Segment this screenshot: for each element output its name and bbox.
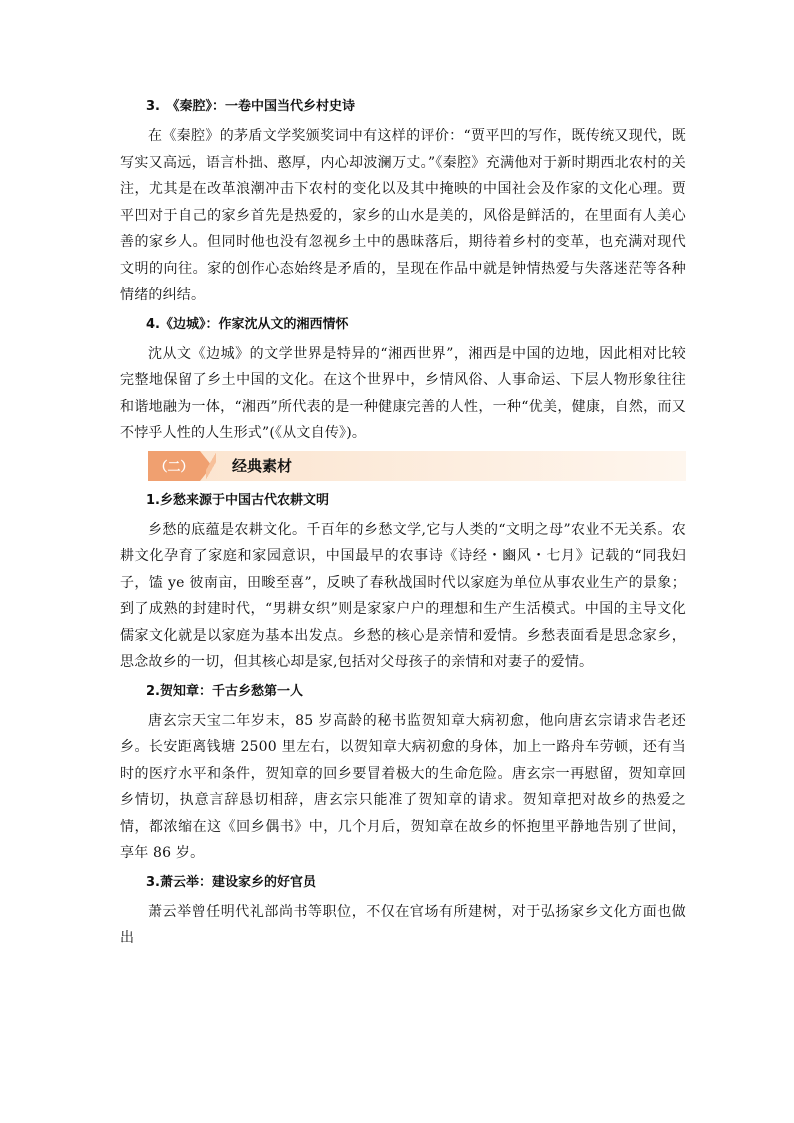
paragraph-xiao-yunju: 萧云举曾任明代礼部尚书等职位，不仅在官场有所建树，对于弘扬家乡文化方面也做出 [120,903,686,946]
paragraph-biancheng: 沈从文《边城》的文学世界是特异的“湘西世界”，湘西是中国的边地，因此相对比较完整地保留了乡土中国的文化。在这个世界中，乡情风俗、人事命运、下层人物形象往往和谐地融为一体，“湘西”所代表的是一种健康完善的人性，一种“优美，健康，自然，而又不悖乎人性的人生形式”(《从文自传》)。 [120,345,686,441]
banner-chevron-icon [206,451,216,481]
section-heading-nostalgia-origin: 1.乡愁来源于中国古代农耕文明 [146,492,329,508]
paragraph-nostalgia-origin: 乡愁的底蕴是农耕文化。千百年的乡愁文学,它与人类的“文明之母”农业不无关系。农耕文化孕育了家庭和家园意识，中国最早的农事诗《诗经・豳风・七月》记载的“同我妇子，馌 ye 彼南亩，田畯至喜”，反映了春秋战国时代以家庭为单位从事农业生产的景象；到了成熟的封建时代，“男耕女织”则是家家户户的理想和生产生活模式。中国的主导文化儒家文化就是以家庭为基本出发点。乡愁的核心是亲情和爱情。乡愁表面看是思念家乡，思念故乡的一切，但其核心却是家,包括对父母孩子的亲情和对妻子的爱情。 [120,521,686,670]
section-banner [148,451,686,481]
banner-tag: （二） [148,451,200,481]
section-heading-qinqiang: 3. 《秦腔》：一卷中国当代乡村史诗 [146,99,355,114]
section-heading-he-zhizhang: 2.贺知章：千古乡愁第一人 [146,683,303,699]
document-page [120,95,686,956]
section-heading-xiao-yunju: 3.萧云举：建设家乡的好官员 [146,874,316,890]
paragraph-qinqiang: 在《秦腔》的茅盾文学奖颁奖词中有这样的评价：“贾平凹的写作，既传统又现代，既写实又高远，语言朴拙、憨厚，内心却波澜万丈。”《秦腔》充满他对于新时期西北农村的关注，尤其是在改革浪潮冲击下农村的变化以及其中掩映的中国社会及作家的文化心理。贾平凹对于自己的家乡首先是热爱的，家乡的山水是美的，风俗是鲜活的，在里面有人美心善的家乡人。但同时他也没有忽视乡土中的愚昧落后，期待着乡村的变革，也充满对现代文明的向往。家的创作心态始终是矛盾的，呈现在作品中就是钟情热爱与失落迷茫等各种情绪的纠结。 [120,128,686,303]
banner-title: 经典素材 [232,457,293,475]
section-heading-biancheng: 4.《边城》：作家沈从文的湘西情怀 [146,316,349,332]
paragraph-he-zhizhang: 唐玄宗天宝二年岁末，85 岁高龄的秘书监贺知章大病初愈，他向唐玄宗请求告老还乡。长安距离钱塘 2500 里左右，以贺知章大病初愈的身体，加上一路舟车劳顿，还有当时的医疗水平和条件，贺知章的回乡要冒着极大的生命危险。唐玄宗一再慰留，贺知章回乡情切，执意言辞恳切相辞，唐玄宗只能准了贺知章的请求。贺知章把对故乡的热爱之情，都浓缩在这《回乡偶书》中，几个月后，贺知章在故乡的怀抱里平静地告别了世间，享年 86 岁。 [120,712,686,861]
